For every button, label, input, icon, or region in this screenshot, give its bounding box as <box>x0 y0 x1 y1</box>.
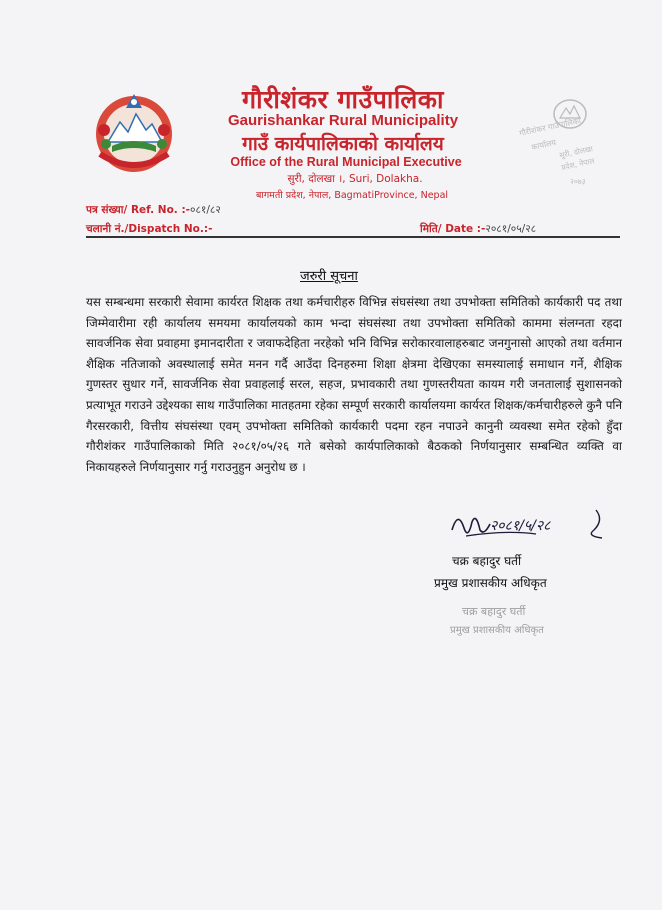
address-line-1: सुरी, दोलखा ।, Suri, Dolakha. <box>287 173 423 185</box>
municipality-name-english: Gaurishankar Rural Municipality <box>227 112 459 129</box>
date-label: मिति/ Date :- <box>420 223 486 235</box>
reference-value: ०८१/८२ <box>190 204 221 216</box>
office-stamp-seal <box>512 92 622 192</box>
address-line-2: बागमती प्रदेश, नेपाल, BagmatiProvince, Nepal <box>255 190 449 201</box>
notice-body: यस सम्बन्धमा सरकारी सेवामा कार्यरत शिक्षक तथा कर्मचारीहरु विभिन्न संघसंस्था तथा उपभोक्ता समितिको कार्यकारी पद तथा जिम्मेवारीमा रही कार्यालय समयमा कार्यालयको काम भन्दा संघसंस्था तथा उपभोक्ता समितिको काममा संलग्नता रहदा सावर्जनिक सेवा प्रवाहमा इमानदारीता र जवाफदेहिता नरहेको भनि विभिन्न सरोकारवालाहरुबाट जनगुनासो आएको तथा वर्तमान शैक्षिक नतिजाको अवस्थालाई समेत मनन गर्दै आउँदा दिनहरुमा शिक्षा क्षेत्रमा देखिएका समस्यालाई समाधान गर्ने, शैक्षिक गुणस्तर सुधार गर्ने, सावर्जनिक सेवा प्रवाहलाई सरल, सहज, प्रभावकारी तथा गुणस्तरीयता कायम गरी जनतालाई सुशासनको प्रत्याभूत गराउने उद्देश्यका साथ गाउँपालिका मातहतमा रहेका सम्पूर्ण सरकारी कार्यालयमा कार्यरत शिक्षक/कर्मचारीहरुले कुनै पनि गैरसरकारी, वित्तीय संघसंस्था एवम् उपभोक्ता समितिको कार्यकारी पदमा रहन नपाउने कानुनी व्यवस्था समेत रहेको हुँदा गौरीशंकर गाउँपालिकाको मिति २०८१/०५/२६ गते बसेको कार्यपालिकाको बैठकको निर्णयानुसार सम्बन्धित व्यक्ति वा निकायहरुले निर्णयानुसार गर्नु गराउनुहुन अनुरोध छ । <box>86 295 622 474</box>
signatory-name: चक्र बहादुर घर्ती <box>452 554 522 568</box>
svg-text:गौरीशंकर गाउँपालिका: गौरीशंकर गाउँपालिका <box>518 116 582 138</box>
letter-date <box>420 222 536 236</box>
svg-text:२०८१/५/२८: २०८१/५/२८ <box>490 518 551 534</box>
office-name-english: Office of the Rural Municipal Executive <box>230 155 462 169</box>
reference-number <box>86 203 221 217</box>
nepal-emblem-logo <box>86 84 182 180</box>
signatory-title: प्रमुख प्रशासकीय अधिकृत <box>434 576 547 590</box>
notice-title: जरुरी सूचना <box>300 269 358 284</box>
svg-text:२०७३: २०७३ <box>570 177 586 186</box>
date-value: २०८१/०५/२८ <box>485 223 537 235</box>
office-name-nepali: गाउँ कार्यपालिकाको कार्यालय <box>242 133 444 155</box>
title-stamp: प्रमुख प्रशासकीय अधिकृत <box>450 625 544 636</box>
name-stamp: चक्र बहादुर घर्ती <box>462 605 526 618</box>
svg-text:सुरी, दोलखा: सुरी, दोलखा <box>558 144 594 160</box>
reference-label: पत्र संख्या/ Ref. No. :- <box>86 204 191 216</box>
header-divider <box>86 236 620 238</box>
svg-text:प्रदेश, नेपाल: प्रदेश, नेपाल <box>560 156 596 172</box>
municipality-name-nepali: गौरीशंकर गाउँपालिका <box>242 85 444 114</box>
dispatch-number: चलानी नं./Dispatch No.:- <box>86 223 213 235</box>
svg-text:कार्यालय: कार्यालय <box>530 137 557 152</box>
handwritten-signature <box>446 500 616 550</box>
